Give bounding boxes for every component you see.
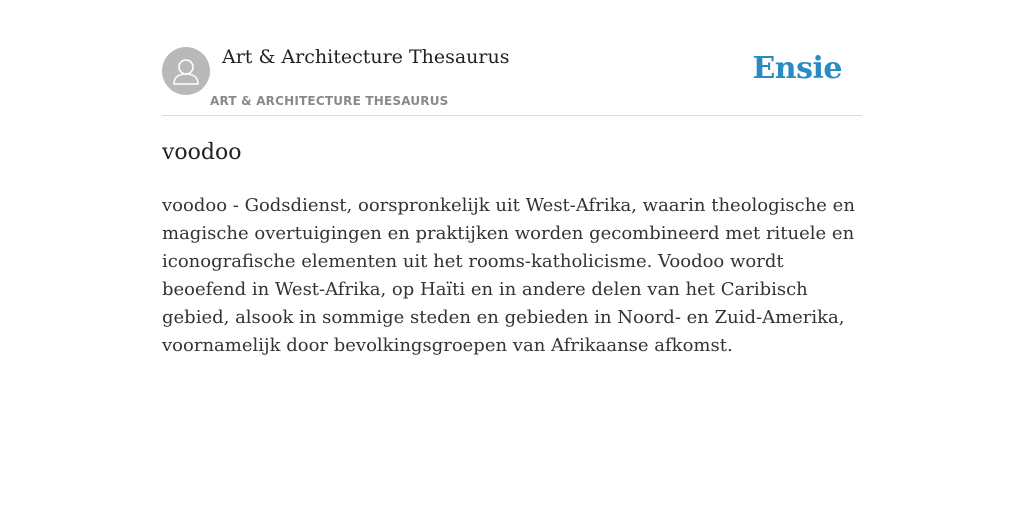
entry-header	[162, 0, 862, 116]
user-silhouette-icon	[162, 47, 210, 95]
author-name-link[interactable]: Art & Architecture Thesaurus	[222, 46, 510, 68]
page-container	[162, 0, 862, 356]
term-definition: voodoo - Godsdienst, oorspronkelijk uit West-Afrika, waarin theologische en magische overtuigingen en praktijken worden gecombineerd met rituele en iconografische elementen uit het rooms-katholicisme. Voodoo wordt beoefend in West-Afrika, op Haïti en in andere delen van het Caribisch gebied, alsook in sommige steden en gebieden in Noord- en Zuid-Amerika, voornamelijk door bevolkingsgroepen van Afrikaanse afkomst.	[162, 195, 855, 356]
term-title: voodoo	[162, 140, 242, 165]
ensie-logo[interactable]: Ensie	[752, 51, 842, 86]
author-avatar[interactable]	[162, 47, 210, 95]
author-subtitle[interactable]: ART & ARCHITECTURE THESAURUS	[210, 94, 449, 108]
